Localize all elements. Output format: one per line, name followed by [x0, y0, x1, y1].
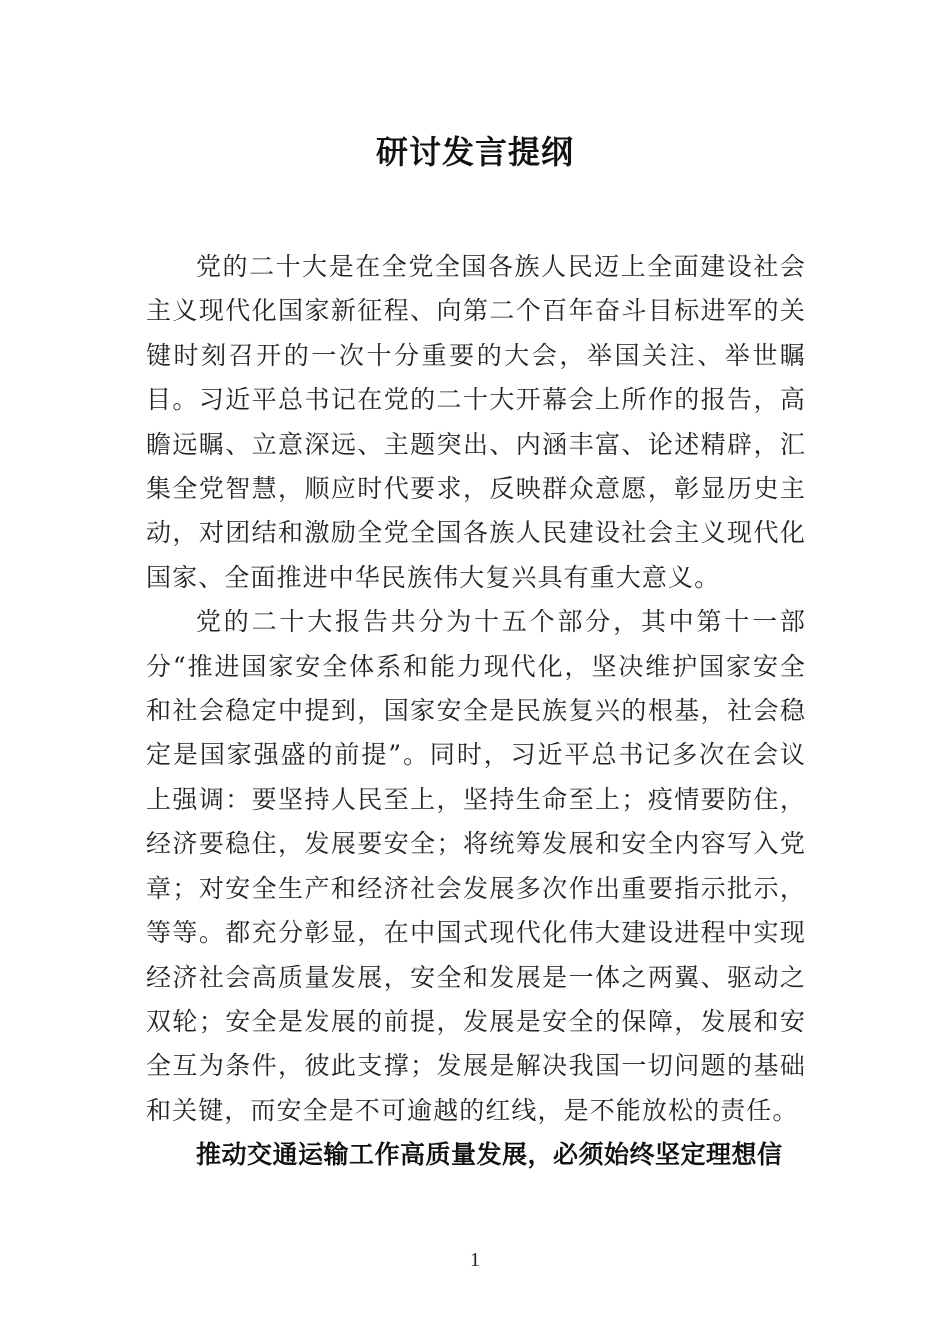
document-body: [146, 245, 806, 1178]
page-number: 1: [470, 1249, 480, 1271]
document-title: 研讨发言提纲: [375, 133, 574, 171]
body-paragraph-3-heading: 推动交通运输工作高质量发展，必须始终坚定理想信: [196, 1140, 783, 1170]
body-paragraph-1: 党的二十大是在全党全国各族人民迈上全面建设社会主义现代化国家新征程、向第二个百年奋斗目标进军的关键时刻召开的一次十分重要的大会，举国关注、举世瞩目。习近平总书记在党的二十大开幕会上所作的报告，高瞻远瞩、立意深远、主题突出、内涵丰富、论述精辟，汇集全党智慧，顺应时代要求，反映群众意愿，彰显历史主动，对团结和激励全党全国各族人民建设社会主义现代化国家、全面推进中华民族伟大复兴具有重大意义。: [146, 252, 806, 592]
body-paragraph-2: 党的二十大报告共分为十五个部分，其中第十一部分“推进国家安全体系和能力现代化，坚决维护国家安全和社会稳定中提到，国家安全是民族复兴的根基，社会稳定是国家强盛的前提”。同时，习近平总书记多次在会议上强调：要坚持人民至上，坚持生命至上；疫情要防住，经济要稳住，发展要安全；将统筹发展和安全内容写入党章；对安全生产和经济社会发展多次作出重要指示批示，等等。都充分彰显，在中国式现代化伟大建设进程中实现经济社会高质量发展，安全和发展是一体之两翼、驱动之双轮；安全是发展的前提，发展是安全的保障，发展和安全互为条件，彼此支撑；发展是解决我国一切问题的基础和关键，而安全是不可逾越的红线，是不能放松的责任。: [146, 607, 806, 1125]
